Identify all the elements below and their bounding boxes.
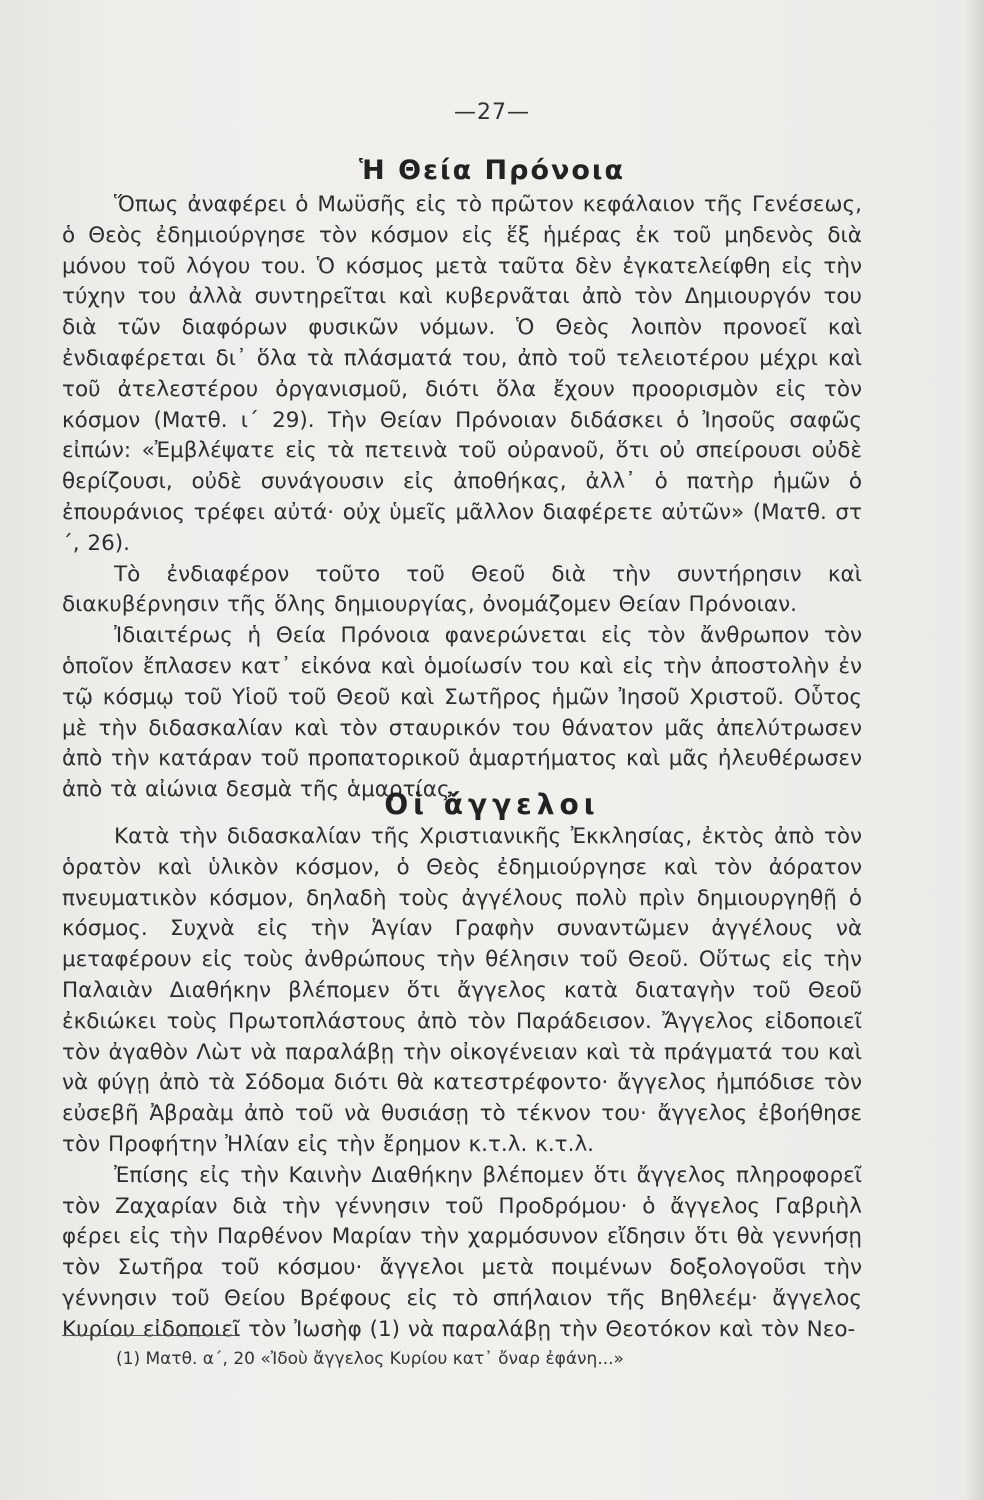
paragraph: Ἐπίσης εἰς τὴν Καινὴν Διαθήκην βλέπομεν ὅτι ἄγγελος πληροφορεῖ τὸν Ζαχαρίαν διὰ τὴν γέννησιν τοῦ Προδρόμου· ὁ ἄγγελος Γαβριὴλ φέρει εἰς τὴν Παρθένον Μαρίαν τὴν χαρμόσυνον εἴδησιν ὅτι θὰ γεννήσῃ τὸν Σωτῆρα τοῦ κόσμου· ἄγγελοι μετὰ ποιμένων δοξολογοῦσι τὴν γέννησιν τοῦ Θείου Βρέφους εἰς τὸ σπήλαιον τῆς Βηθλεέμ· ἄγγελος Κυρίου εἰδοποιεῖ τὸν Ἰωσὴφ (1) νὰ παραλάβῃ τὴν Θεοτόκον καὶ τὸν Νεο- [62, 1162, 862, 1342]
page-number: —27— [454, 100, 530, 125]
footnote: (1) Ματθ. α´, 20 «Ἰδοὺ ἄγγελος Κυρίου κατ᾽ ὄναρ ἐφάνη...» [116, 1349, 624, 1369]
paragraph: Ἰδιαιτέρως ἡ Θεία Πρόνοια φανερώνεται εἰς τὸν ἄνθρωπον τὸν ὁποῖον ἔπλασεν κατ᾽ εἰκόνα καὶ ὁμοίωσίν του καὶ εἰς τὴν ἀποστολὴν ἐν τῷ κόσμῳ τοῦ Υἱοῦ τοῦ Θεοῦ καὶ Σωτῆρος ἡμῶν Ἰησοῦ Χριστοῦ. Οὗτος μὲ τὴν διδασκαλίαν καὶ τὸν σταυρικόν του θάνατον μᾶς ἀπελύτρωσεν ἀπὸ τὴν κατάραν τοῦ προπατορικοῦ ἁμαρτήματος καὶ μᾶς ἠλευθέρωσεν ἀπὸ τὰ αἰώνια δεσμὰ τῆς ἁμαρτίας. [62, 623, 862, 803]
section-body-divine-providence [62, 190, 862, 806]
page-edge-shadow [964, 0, 984, 1500]
paragraph: Κατὰ τὴν διδασκαλίαν τῆς Χριστιανικῆς Ἐκκλησίας, ἐκτὸς ἀπὸ τὸν ὁρατὸν καὶ ὑλικὸν κόσμον, ὁ Θεὸς ἐδημιούργησε καὶ τὸν ἀόρατον πνευματικὸν κόσμον, δηλαδὴ τοὺς ἀγγέλους πολὺ πρὶν δημιουργηθῇ ὁ κόσμος. Συχνὰ εἰς τὴν Ἁγίαν Γραφὴν συναντῶμεν ἀγγέλους νὰ μεταφέρουν εἰς τοὺς ἀνθρώπους τὴν θέλησιν τοῦ Θεοῦ. Οὕτως εἰς τὴν Παλαιὰν Διαθήκην βλέπομεν ὅτι ἄγγελος κατὰ διαταγὴν τοῦ Θεοῦ ἐκδιώκει τοὺς Πρωτοπλάστους ἀπὸ τὸν Παράδεισον. Ἄγγελος εἰδοποιεῖ τὸν ἀγαθὸν Λὼτ νὰ παραλάβῃ τὴν οἰκογένειαν καὶ τὰ πράγματά του καὶ νὰ φύγῃ ἀπὸ τὰ Σόδομα διότι θὰ κατεστρέφοντο· ἄγγελος ἠμπόδισε τὸν εὐσεβῆ Ἀβραὰμ ἀπὸ τοῦ νὰ θυσιάσῃ τὸ τέκνον του· ἄγγελος ἐβοήθησε τὸν Προφήτην Ἠλίαν εἰς τὴν ἔρημον κ.τ.λ. κ.τ.λ. [62, 824, 862, 1157]
section-body-angels [62, 822, 862, 1346]
section-title-angels: Οἱ ἄγγελοι [384, 788, 600, 821]
paragraph: Τὸ ἐνδιαφέρον τοῦτο τοῦ Θεοῦ διὰ τὴν συντήρησιν καὶ διακυβέρνησιν τῆς ὅλης δημιουργίας, ὀνομάζομεν Θείαν Πρόνοιαν. [62, 561, 862, 618]
footnote-divider [62, 1335, 237, 1336]
paragraph: Ὅπως ἀναφέρει ὁ Μωϋσῆς εἰς τὸ πρῶτον κεφάλαιον τῆς Γενέσεως, ὁ Θεὸς ἐδημιούργησε τὸν κόσμον εἰς ἕξ ἡμέρας ἐκ τοῦ μηδενὸς διὰ μόνου τοῦ λόγου του. Ὁ κόσμος μετὰ ταῦτα δὲν ἐγκατελείφθη εἰς τὴν τύχην του ἀλλὰ συντηρεῖται καὶ κυβερνᾶται ἀπὸ τὸν Δημιουργόν του διὰ τῶν διαφόρων φυσικῶν νόμων. Ὁ Θεὸς λοιπὸν προνοεῖ καὶ ἐνδιαφέρεται δι᾽ ὅλα τὰ πλάσματά του, ἀπὸ τοῦ τελειοτέρου μέχρι καὶ τοῦ ἀτελεστέρου ὀργανισμοῦ, διότι ὅλα ἔχουν προορισμὸν εἰς τὸν κόσμον (Ματθ. ι´ 29). Τὴν Θείαν Πρόνοιαν διδάσκει ὁ Ἰησοῦς σαφῶς εἰπών: «Ἐμβλέψατε εἰς τὰ πετεινὰ τοῦ οὐρανοῦ, ὅτι οὐ σπείρουσι οὐδὲ θερίζουσι, οὐδὲ συνάγουσιν εἰς ἀποθήκας, ἀλλ᾽ ὁ πατὴρ ἡμῶν ὁ ἐπουράνιος τρέφει αὐτά· οὐχ ὑμεῖς μᾶλλον διαφέρετε αὐτῶν» (Ματθ. στ´, 26). [62, 192, 862, 556]
section-title-divine-providence: Ἡ Θεία Πρόνοια [358, 155, 626, 186]
